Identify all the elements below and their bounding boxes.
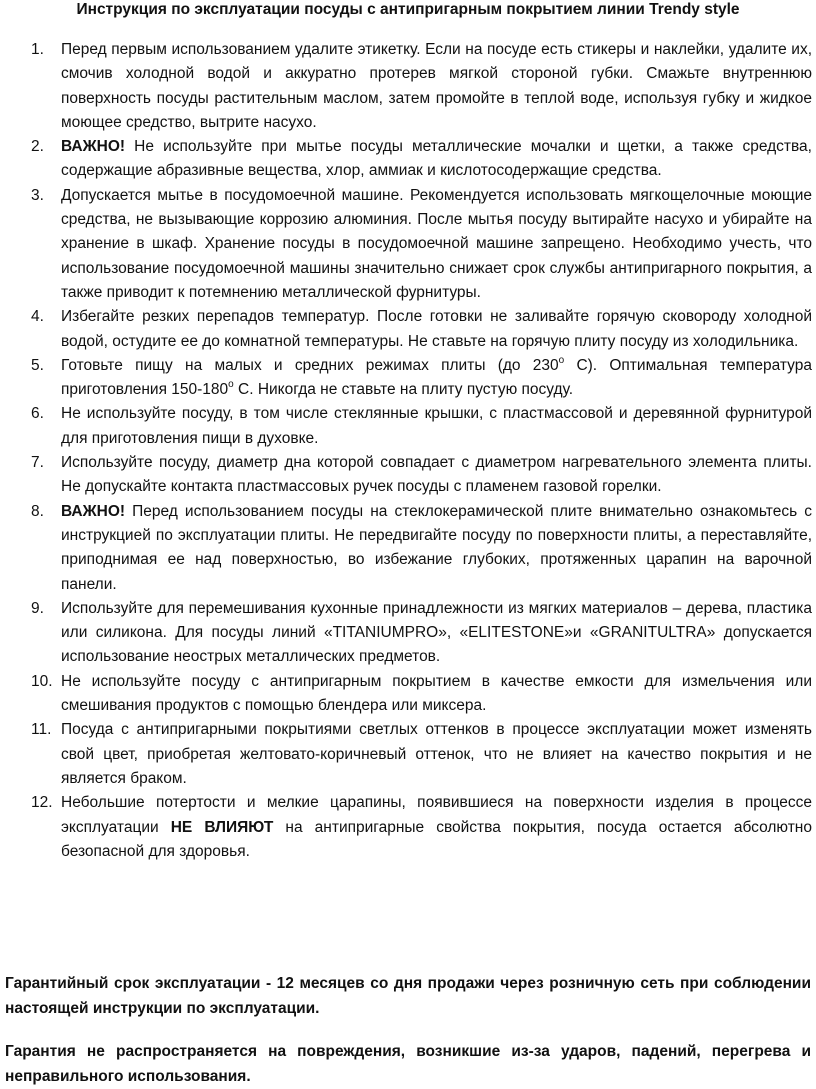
instruction-text-part: Готовьте пищу на малых и средних режимах плиты (до 230 — [61, 356, 559, 374]
instruction-text-part: Небольшие потертости и мелкие царапины, появившиеся на поверхности изделия в процессе эксплуатации — [61, 794, 812, 836]
instruction-text: Допускается мытье в посудомоечной машине. Рекомендуется использовать мягкощелочные моющие средства, не вызывающие коррозию алюминия. После мытья посуду вытирайте насухо и убирайте на хранение в шкаф. Хранение посуды в посудомоечной машине запрещено. Необходимо учесть, что использование посудомоечной машины значительно снижает срок службы антипригарного покрытия, а также приводит к потемнению металлической фурнитуры. — [61, 186, 812, 301]
instruction-number: 12. — [31, 794, 53, 812]
degree-symbol: о — [558, 354, 565, 366]
instruction-number: 5. — [31, 356, 44, 374]
instructions-list — [0, 38, 816, 864]
instruction-item-2 — [0, 135, 816, 184]
instruction-text: Не используйте посуду с антипригарным покрытием в качестве емкости для измельчения или смешивания продуктов с помощью блендера или миксера. — [61, 672, 812, 715]
instruction-number: 11. — [31, 721, 52, 739]
instruction-text: Не используйте при мытье посуды металлические мочалки и щетки, а также средства, содержащие абразивные вещества, хлор, аммиак и кислотосодержащие средства. — [61, 138, 812, 180]
instruction-item-3 — [0, 184, 816, 305]
instruction-item-8 — [0, 500, 816, 597]
document-title: Инструкция по эксплуатации посуды с антипригарным покрытием линии Trendy style — [76, 1, 740, 18]
instruction-item-11 — [0, 718, 816, 791]
instruction-item-1 — [0, 38, 816, 135]
instruction-item-5 — [0, 354, 816, 403]
degree-symbol: о — [228, 379, 234, 391]
instruction-text: Не используйте посуду, в том числе стеклянные крышки, с пластмассовой и деревянной фурнитурой для приготовления пищи в духовке. — [61, 405, 812, 447]
instruction-item-10 — [0, 670, 816, 719]
instruction-number: 4. — [31, 308, 44, 326]
instruction-text: Используйте для перемешивания кухонные принадлежности из мягких материалов – дерева, пластика или силикона. Для посуды линий «TITANIUMPRO», «ELITESTONE»и «GRANITULTRA» допускается использование неострых металлических предметов. — [61, 599, 812, 666]
warranty-exclusions: Гарантия не распространяется на повреждения, возникшие из-за ударов, падений, перегрева и неправильного использования. — [5, 1043, 811, 1085]
instruction-number: 8. — [31, 502, 44, 520]
instruction-text: Избегайте резких перепадов температур. После готовки не заливайте горячую сковороду холодной водой, остудите ее до комнатной температуры. Не ставьте на горячую плиту посуду из холодильника. — [61, 308, 812, 350]
warranty-period: Гарантийный срок эксплуатации - 12 месяцев со дня продажи через розничную сеть при соблюдении настоящей инструкции по эксплуатации. — [5, 975, 811, 1017]
important-label: ВАЖНО! — [61, 138, 126, 156]
instruction-item-6 — [0, 402, 816, 451]
instruction-number: 2. — [31, 138, 44, 156]
important-label: ВАЖНО! — [61, 502, 126, 520]
instruction-number: 10. — [31, 672, 53, 690]
instruction-item-7 — [0, 451, 816, 500]
instruction-text-part: С). Оптимальная температура приготовления 150-180 — [61, 356, 812, 399]
instruction-number: 1. — [31, 41, 44, 58]
instruction-number: 3. — [31, 186, 44, 204]
instruction-text: Перед использованием посуды на стеклокерамической плите внимательно ознакомьтесь с инструкцией по эксплуатации плиты. Не передвигайте посуду по поверхности плиты, а переставляйте, приподнимая ее над поверхностью, во избежание глубоких, протяженных царапин на варочной панели. — [61, 502, 812, 593]
emphasized-text: НЕ ВЛИЯЮТ — [170, 818, 274, 836]
instruction-text-part: на антипригарные свойства покрытия, посуда остается абсолютно безопасной для здоровья. — [61, 818, 812, 860]
instruction-item-4 — [0, 305, 816, 354]
instruction-text-part: С. Никогда не ставьте на плиту пустую посуду. — [233, 381, 574, 399]
instruction-text: Перед первым использованием удалите этикетку. Если на посуде есть стикеры и наклейки, удалите их, смочив холодной водой и аккуратно протерев мягкой стороной губки. Смажьте внутреннюю поверхность посуды растительным маслом, затем промойте в теплой воде, используя губку и жидкое моющее средство, вытрите насухо. — [61, 41, 812, 131]
instruction-text: Используйте посуду, диаметр дна которой совпадает с диаметром нагревательного элемента плиты. Не допускайте контакта пластмассовых ручек посуды с пламенем газовой горелки. — [61, 454, 812, 496]
instruction-item-9 — [0, 597, 816, 670]
instruction-number: 6. — [31, 405, 44, 423]
instruction-number: 9. — [31, 599, 44, 617]
instruction-number: 7. — [31, 454, 44, 472]
instruction-text: Посуда с антипригарными покрытиями светлых оттенков в процессе эксплуатации может изменять свой цвет, приобретая желтовато-коричневый оттенок, что не влияет на качество покрытия и не является браком. — [61, 721, 812, 787]
instruction-item-12 — [0, 791, 816, 864]
